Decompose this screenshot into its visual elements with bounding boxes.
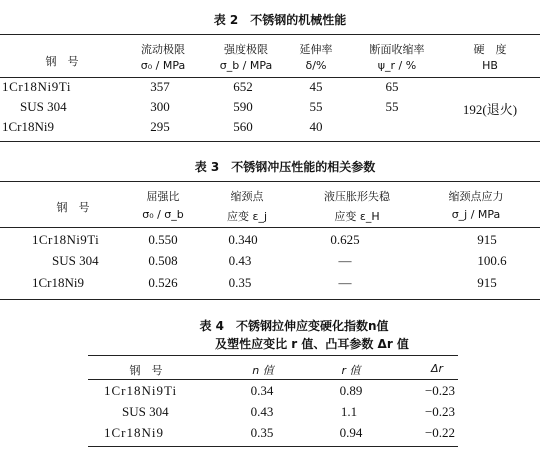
table-2-header-reduction: 断面收缩率 (369, 43, 425, 56)
table-4-bottom-rule (88, 446, 458, 447)
table-row: 1Cr18Ni9 (32, 275, 84, 290)
table-2-header-yield: 流动极限 (141, 43, 185, 56)
table-3-bottom-rule (0, 299, 540, 300)
table-row: SUS 304 (20, 99, 67, 114)
table-cell: −0.23 (424, 383, 456, 398)
table-4-header-delta-r: Δr (430, 362, 444, 375)
table-cell: 652 (233, 79, 253, 94)
table-2-header-strength-unit: σ_b / MPa (219, 59, 273, 72)
table-2-header-strength: 强度极限 (224, 43, 268, 56)
table-cell: 55 (385, 99, 399, 114)
table-2-header-elongation: 延伸率 (299, 43, 333, 56)
table-cell: 0.508 (148, 253, 178, 268)
table-2-header-reduction-unit: ψ_r / % (377, 59, 417, 72)
table-cell: 192(退火) (462, 102, 518, 117)
table-4-header-grade: 钢 号 (129, 364, 163, 377)
table-2-header-hardness: 硬 度 (473, 43, 507, 56)
table-cell: 915 (477, 232, 497, 247)
table-cell: 0.35 (250, 425, 274, 440)
table-row: SUS 304 (52, 253, 99, 268)
table-row: 1Cr18Ni9Ti (104, 383, 178, 398)
table-cell: 65 (385, 79, 399, 94)
table-3-header-bulge: 液压胀形失稳 (324, 190, 390, 203)
table-row: SUS 304 (122, 404, 169, 419)
table-cell: 0.43 (228, 253, 252, 268)
table-2-header-hardness-unit: HB (482, 59, 498, 72)
table-cell: 0.94 (339, 425, 363, 440)
table-4-caption-line-1: 表 4 不锈钢拉伸应变硬化指数n值 (199, 319, 389, 333)
table-cell: 295 (150, 119, 170, 134)
table-3-caption: 表 3 不锈钢冲压性能的相关参数 (194, 160, 376, 174)
table-cell: 560 (233, 119, 253, 134)
table-cell: 40 (309, 119, 323, 134)
table-row: 1Cr18Ni9 (104, 425, 164, 440)
table-cell: 0.89 (339, 383, 363, 398)
table-cell: 0.35 (228, 275, 252, 290)
table-cell: 0.34 (250, 383, 274, 398)
table-4-caption-line-2: 及塑性应变比 r 值、凸耳参数 Δr 值 (215, 337, 409, 351)
table-cell: 0.550 (148, 232, 178, 247)
table-cell: −0.22 (424, 425, 456, 440)
table-4-top-rule (88, 355, 458, 356)
table-3-header-rule (0, 227, 540, 228)
table-2-bottom-rule (0, 141, 540, 142)
table-3-header-yield-ratio-unit: σ₀ / σ_b (142, 208, 184, 221)
table-cell: — (338, 275, 352, 290)
table-4-header-n: n 值 (252, 364, 274, 377)
table-cell: — (338, 253, 352, 268)
table-row: 1Cr18Ni9Ti (2, 79, 72, 94)
table-cell: 357 (150, 79, 170, 94)
table-cell: 0.625 (330, 232, 360, 247)
table-3-header-necking-unit: 应变 ε_j (227, 210, 267, 223)
table-row: 1Cr18Ni9Ti (32, 232, 100, 247)
table-3-header-necking: 缩颈点 (230, 190, 264, 203)
table-2-header-rule (0, 77, 540, 78)
table-3-top-rule (0, 181, 540, 182)
table-cell: 0.43 (250, 404, 274, 419)
table-row: 1Cr18Ni9 (2, 119, 54, 134)
table-3-header-stress-unit: σ_j / MPa (451, 208, 501, 221)
table-3-header-stress: 缩颈点应力 (448, 190, 504, 203)
table-cell: 100.6 (477, 253, 507, 268)
table-cell: 0.340 (228, 232, 258, 247)
table-2-caption: 表 2 不锈钢的机械性能 (213, 13, 347, 27)
table-4-header-r: r 值 (341, 364, 361, 377)
table-2-header-grade: 钢 号 (45, 55, 79, 68)
table-cell: 300 (150, 99, 170, 114)
table-3-header-grade: 钢 号 (56, 201, 90, 214)
table-2-header-elongation-unit: δ/% (305, 59, 327, 72)
table-cell: 55 (309, 99, 323, 114)
table-cell: 590 (233, 99, 253, 114)
table-3-header-yield-ratio: 屈强比 (146, 190, 180, 203)
table-2-header-yield-unit: σ₀ / MPa (140, 59, 186, 72)
table-cell: 45 (309, 79, 323, 94)
table-cell: −0.23 (424, 404, 456, 419)
table-3-header-bulge-unit: 应变 ε_H (334, 210, 380, 223)
table-cell: 915 (477, 275, 497, 290)
table-4-header-rule (88, 379, 458, 380)
table-cell: 0.526 (148, 275, 178, 290)
table-2-top-rule (0, 34, 540, 35)
table-cell: 1.1 (340, 404, 358, 419)
